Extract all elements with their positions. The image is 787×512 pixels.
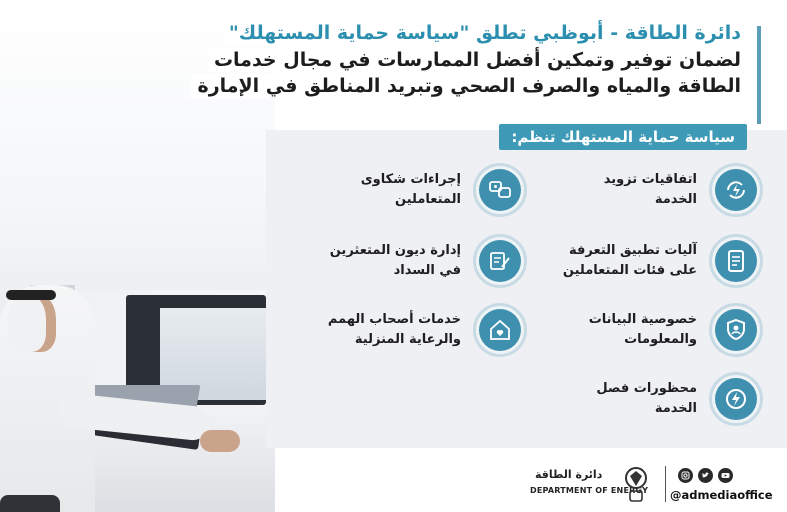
service-item-data-privacy <box>577 303 763 357</box>
item-label: خدمات أصحاب الهمم والرعاية المنزلية <box>327 312 461 347</box>
headline <box>167 20 747 98</box>
item-label: محظورات فصل الخدمة <box>596 381 697 416</box>
chat-bubbles-icon <box>473 163 527 217</box>
policy-subheading: سياسة حماية المستهلك تنظم: <box>499 124 747 150</box>
doe-arabic-name: دائرة الطاقة <box>535 468 603 481</box>
service-item-tariff <box>551 234 763 288</box>
employee-hand <box>200 430 240 452</box>
exchange-lightning-icon <box>709 163 763 217</box>
headline-line-3: الطاقة والمياه والصرف الصحي وتبريد المناطق في الإمارة <box>191 74 747 98</box>
service-item-debt-management <box>318 234 527 288</box>
item-label: خصوصية البيانات والمعلومات <box>588 312 697 347</box>
service-item-supply-agreements <box>592 163 763 217</box>
item-label: إجراءات شكاوى المتعاملين <box>360 172 461 207</box>
abu-dhabi-emblem-icon <box>620 464 652 504</box>
headline-line-2: لضمان توفير وتمكين أفضل الممارسات في مجال خدمات <box>208 48 747 72</box>
shield-user-icon <box>709 303 763 357</box>
headline-line-1: دائرة الطاقة - أبوظبي تطلق "سياسة حماية المستهلك" <box>223 20 747 46</box>
item-label: إدارة ديون المتعثرين في السداد <box>329 243 461 278</box>
service-item-disconnection <box>584 372 763 426</box>
item-label: اتفاقيات تزويد الخدمة <box>603 172 697 207</box>
headline-accent-bar <box>757 26 761 124</box>
service-item-people-of-determination <box>316 303 527 357</box>
signing-document-icon <box>473 234 527 288</box>
house-heart-icon <box>473 303 527 357</box>
footer <box>520 462 782 506</box>
instagram-icon[interactable] <box>678 468 693 483</box>
footer-divider <box>665 466 666 502</box>
social-handle[interactable]: @admediaoffice <box>670 488 773 502</box>
youtube-icon[interactable] <box>718 468 733 483</box>
twitter-icon[interactable] <box>698 468 713 483</box>
document-invoice-icon <box>709 234 763 288</box>
item-label: آليات تطبيق التعرفة على فئات المتعاملين <box>562 243 697 278</box>
department-of-energy-logo <box>520 462 665 506</box>
service-item-complaints <box>349 163 527 217</box>
doe-english-name: DEPARTMENT OF ENERGY <box>530 486 649 495</box>
employee-head <box>8 292 56 352</box>
agal <box>6 290 56 300</box>
lightning-circle-icon <box>709 372 763 426</box>
chair <box>0 495 60 512</box>
social-icons <box>678 468 733 483</box>
